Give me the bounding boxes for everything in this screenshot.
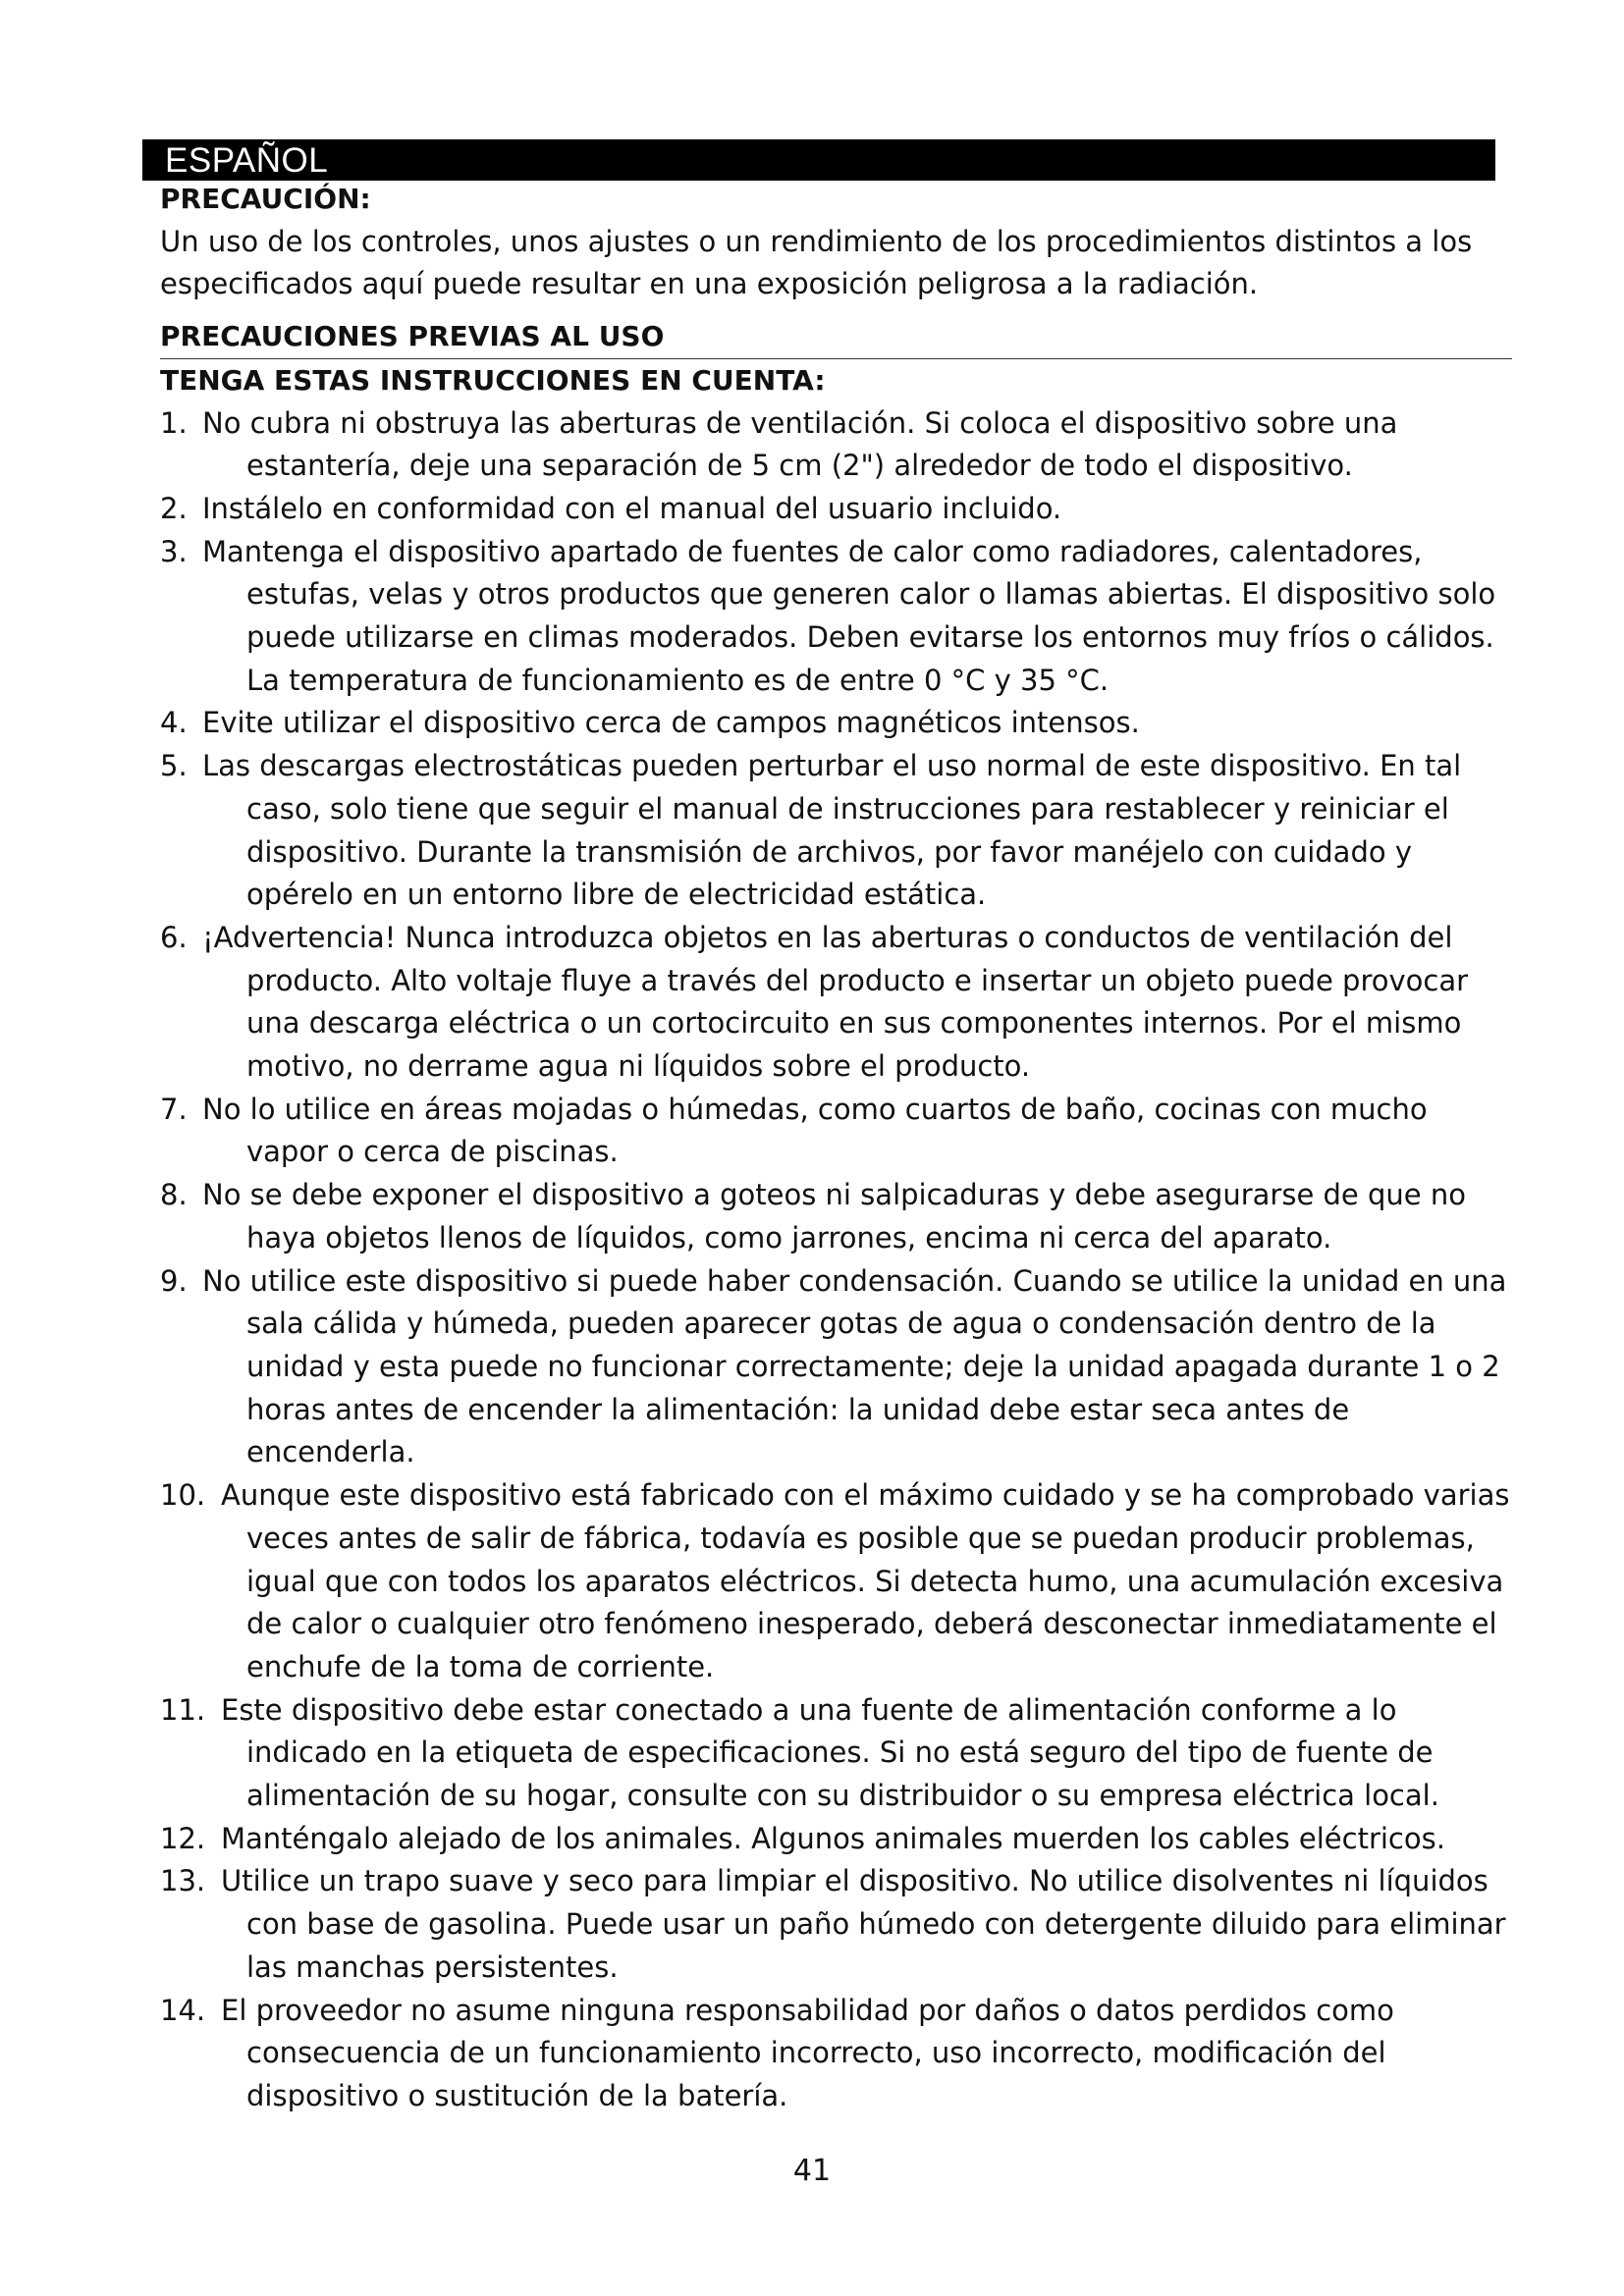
list-item bbox=[160, 1089, 1515, 1174]
list-item bbox=[160, 1474, 1515, 1689]
precautions-title: PRECAUCIONES PREVIAS AL USO bbox=[160, 315, 1512, 359]
list-item-number: 14. bbox=[160, 1993, 206, 2027]
list-item bbox=[160, 1689, 1515, 1818]
list-item-text: El proveedor no asume ninguna responsabilidad por daños o datos perdidos como consecuencia de un funcionamiento incorrecto, uso incorrecto, modificación del dispositivo o sustitución de la batería. bbox=[221, 1993, 1394, 2112]
list-item-number: 3. bbox=[160, 534, 188, 568]
list-item bbox=[160, 1174, 1515, 1259]
list-item bbox=[160, 745, 1515, 917]
precautions-list bbox=[160, 402, 1515, 2118]
list-item-number: 13. bbox=[160, 1864, 206, 1898]
list-item bbox=[160, 702, 1515, 745]
language-label: ESPAÑOL bbox=[165, 141, 329, 180]
list-item-number: 10. bbox=[160, 1478, 206, 1513]
list-item bbox=[160, 917, 1515, 1089]
list-item-number: 8. bbox=[160, 1178, 188, 1212]
list-item-text: Utilice un trapo suave y seco para limpiar el dispositivo. No utilice disolventes ni líquidos con base de gasolina. Puede usar un paño húmedo con detergente diluido para eliminar las manchas persistentes. bbox=[221, 1864, 1506, 1984]
list-item-text: Las descargas electrostáticas pueden perturbar el uso normal de este dispositivo. En tal caso, solo tiene que seguir el manual de instrucciones para restablecer y reiniciar el dispositivo. Durante la transmisión de archivos, por favor manéjelo con cuidado y opérelo en un entorno libre de electricidad estática. bbox=[202, 749, 1462, 912]
list-item-number: 5. bbox=[160, 749, 188, 783]
list-item-text: ¡Advertencia! Nunca introduzca objetos en las aberturas o conductos de ventilación del producto. Alto voltaje fluye a través del producto e insertar un objeto puede provocar una descarga eléctrica o un cortocircuito en sus componentes internos. Por el mismo motivo, no derrame agua ni líquidos sobre el producto. bbox=[202, 920, 1469, 1084]
list-item-text: Instálelo en conformidad con el manual del usuario incluido. bbox=[202, 491, 1062, 525]
list-item-number: 11. bbox=[160, 1692, 206, 1727]
list-item bbox=[160, 1260, 1515, 1475]
list-item-number: 7. bbox=[160, 1092, 188, 1126]
list-item-text: Aunque este dispositivo está fabricado con el máximo cuidado y se ha comprobado varias veces antes de salir de fábrica, todavía es posible que se puedan producir problemas, igual que con todos los aparatos eléctricos. Si detecta humo, una acumulación excesiva de calor o cualquier otro fenómeno inesperado, deberá desconectar inmediatamente el enchufe de la toma de corriente. bbox=[221, 1478, 1510, 1683]
list-item-text: No lo utilice en áreas mojadas o húmedas, como cuartos de baño, cocinas con mucho vapor o cerca de piscinas. bbox=[202, 1092, 1428, 1169]
list-item-number: 1. bbox=[160, 405, 188, 440]
manual-content bbox=[160, 178, 1515, 2118]
list-item-text: Evite utilizar el dispositivo cerca de campos magnéticos intensos. bbox=[202, 706, 1140, 740]
page-number: 41 bbox=[792, 2154, 832, 2188]
list-item-text: No se debe exponer el dispositivo a goteos ni salpicaduras y debe asegurarse de que no haya objetos llenos de líquidos, como jarrones, encima ni cerca del aparato. bbox=[202, 1178, 1466, 1255]
list-item-text: Este dispositivo debe estar conectado a una fuente de alimentación conforme a lo indicado en la etiqueta de especificaciones. Si no está seguro del tipo de fuente de alimentación de su hogar, consulte con su distribuidor o su empresa eléctrica local. bbox=[221, 1692, 1439, 1813]
language-header-bar bbox=[142, 139, 1495, 181]
list-item bbox=[160, 531, 1515, 703]
list-item bbox=[160, 488, 1515, 531]
list-item-text: No utilice este dispositivo si puede haber condensación. Cuando se utilice la unidad en una sala cálida y húmeda, pueden aparecer gotas de agua o condensación dentro de la unidad y esta puede no funcionar correctamente; deje la unidad apagada durante 1 o 2 horas antes de encender la alimentación: la unidad debe estar seca antes de encenderla. bbox=[202, 1263, 1507, 1469]
list-item-text: No cubra ni obstruya las aberturas de ventilación. Si coloca el dispositivo sobre una estantería, deje una separación de 5 cm (2") alrededor de todo el dispositivo. bbox=[202, 405, 1398, 483]
list-item-number: 9. bbox=[160, 1263, 188, 1298]
list-item bbox=[160, 402, 1515, 488]
precautions-subtitle: TENGA ESTAS INSTRUCCIONES EN CUENTA: bbox=[160, 363, 826, 397]
list-item-text: Mantenga el dispositivo apartado de fuentes de calor como radiadores, calentadores, estufas, velas y otros productos que generen calor o llamas abiertas. El dispositivo solo puede utilizarse en climas moderados. Deben evitarse los entornos muy fríos o cálidos. La temperatura de funcionamiento es de entre 0 °C y 35 °C. bbox=[202, 534, 1496, 697]
list-item-number: 12. bbox=[160, 1821, 206, 1855]
list-item bbox=[160, 1818, 1515, 1861]
list-item-number: 6. bbox=[160, 920, 188, 954]
list-item bbox=[160, 1990, 1515, 2118]
list-item-number: 4. bbox=[160, 706, 188, 740]
caution-text: Un uso de los controles, unos ajustes o un rendimiento de los procedimientos distintos a los especificados aquí puede resultar en una exposición peligrosa a la radiación. bbox=[160, 224, 1473, 301]
caution-title: PRECAUCIÓN: bbox=[160, 183, 371, 215]
list-item bbox=[160, 1860, 1515, 1989]
list-item-number: 2. bbox=[160, 491, 188, 525]
list-item-text: Manténgalo alejado de los animales. Algunos animales muerden los cables eléctricos. bbox=[221, 1821, 1445, 1855]
